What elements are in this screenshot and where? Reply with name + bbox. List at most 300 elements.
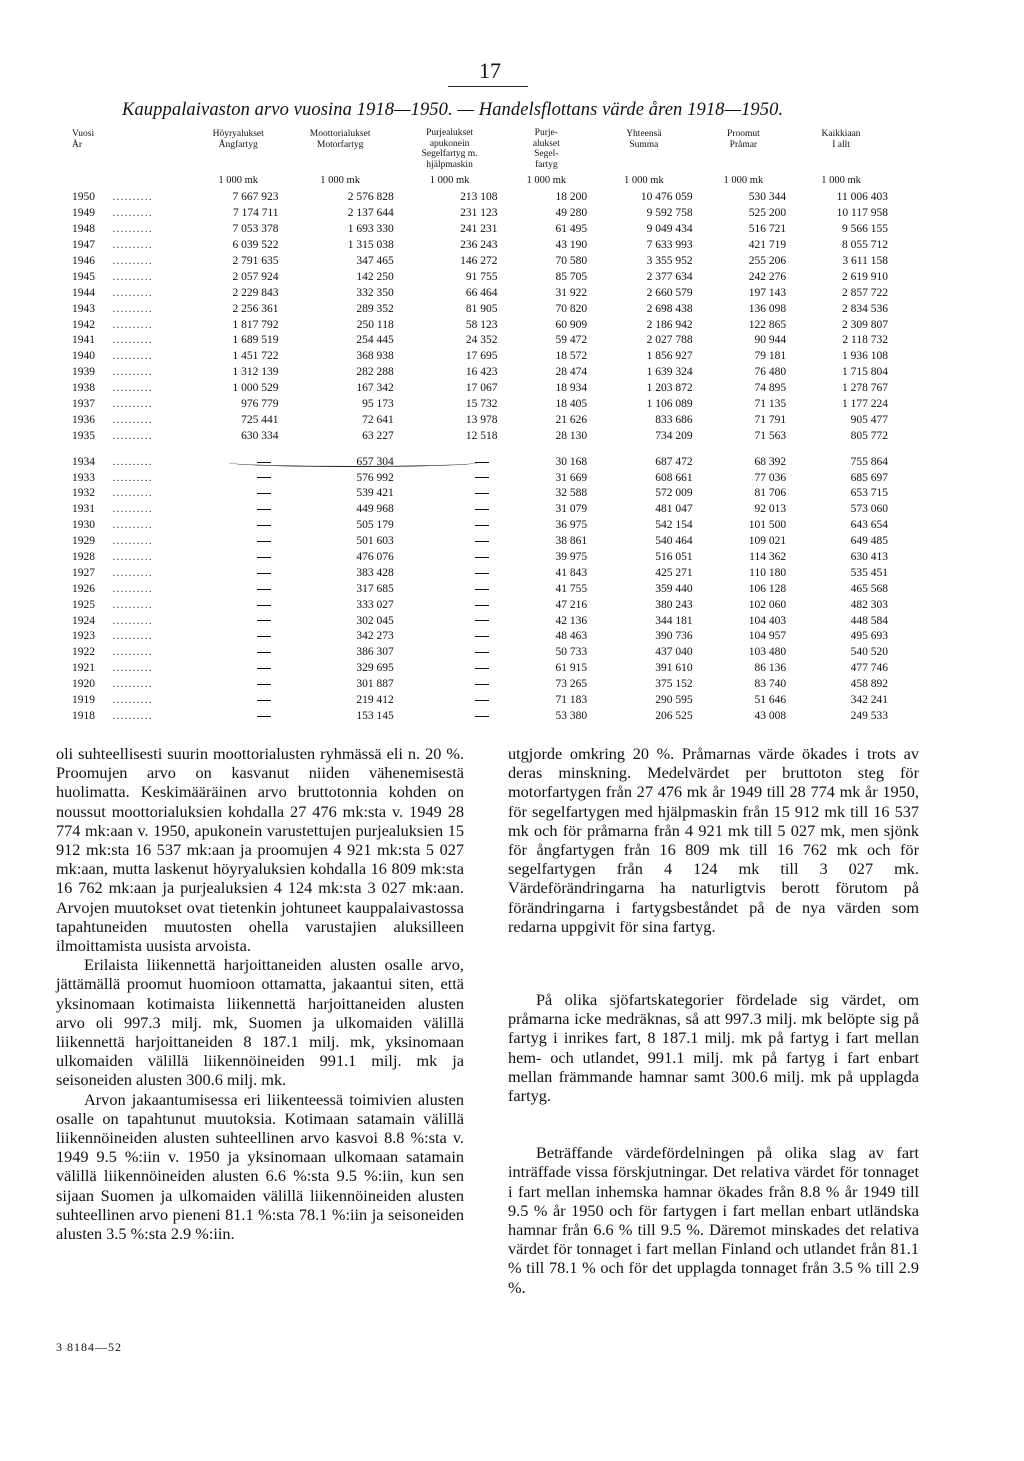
page-number-rule: [448, 86, 528, 87]
cell-c5: 3 355 952: [646, 255, 693, 267]
cell-c6: 136 098: [748, 302, 787, 315]
cell-c4: 18 200: [555, 191, 588, 204]
cell-c4: 43 190: [555, 239, 588, 252]
cell-c6: 71 791: [754, 413, 787, 426]
leader-dots: ..........: [112, 191, 153, 204]
leader-dots: ..........: [112, 350, 153, 363]
row-year: 1940: [72, 350, 95, 363]
cell-c5: 540 464: [655, 535, 693, 548]
leader-dots: ..........: [112, 662, 153, 675]
cell-c4: 47 216: [555, 598, 588, 611]
cell-c4: 18 572: [555, 350, 588, 363]
cell-c7: 458 892: [850, 678, 888, 691]
leader-dots: ..........: [112, 630, 153, 643]
empty-dash: [475, 541, 489, 542]
cell-c4: 70 820: [555, 302, 588, 315]
cell-c6: 102 060: [748, 598, 787, 611]
text-column-swedish: [508, 744, 919, 1297]
cell-c5: 290 595: [655, 694, 693, 707]
header-c5-sv: Summa: [629, 139, 659, 150]
cell-c5: 2 660 579: [646, 286, 693, 299]
paragraph: Beträffande värdefördelningen på olika slag av fart inträffade vissa förskjutningar. Det relativa värdet för tonnaget i fart mellan inhemska hamnar ökades från 8.8 % år 1949 till 9.5 % år 1950 och för fartygen i fart mellan enbart utländska hamnar från 6.6 % till 9.5 %. Däremot minskades det relativa värdet för tonnaget i fart mellan Finland och utlandet från 81.1 % till 78.1 % och för det upplagda tonnaget från 3.5 % till 2.9 %.: [508, 1143, 919, 1297]
table-row: [72, 238, 892, 254]
header-c5: [591, 128, 697, 170]
header-year-sv: År: [72, 139, 83, 150]
table-row: [72, 254, 892, 270]
cell-c7: 10 117 958: [836, 207, 888, 220]
cell-c2: 383 428: [356, 566, 394, 579]
cell-c7: 643 654: [850, 519, 888, 532]
table-body-1918-1934: [72, 454, 892, 724]
cell-c2: 368 938: [356, 350, 394, 363]
cell-c4: 28 130: [555, 429, 588, 442]
empty-dash: [257, 493, 271, 494]
empty-dash: [257, 620, 271, 621]
cell-c5: 572 009: [655, 487, 693, 500]
leader-dots: ..........: [112, 455, 153, 468]
cell-c1: 6 039 522: [232, 239, 279, 252]
cell-c4: 41 843: [555, 566, 588, 579]
cell-c4: 30 168: [555, 455, 588, 468]
leader-dots: ..........: [112, 566, 153, 579]
cell-c1: [194, 629, 283, 645]
cell-c4: 85 705: [555, 270, 588, 283]
cell-c3: [398, 518, 502, 534]
cell-c6: 104 957: [748, 630, 787, 643]
header-spacer: [697, 150, 790, 170]
cell-c6: 79 181: [754, 350, 787, 363]
empty-dash: [475, 636, 489, 637]
cell-c2: 657 304: [356, 455, 394, 468]
leader-dots: ..........: [112, 535, 153, 548]
cell-c3: [398, 677, 502, 693]
table-row: [72, 693, 892, 709]
unit-cell: 1 000 mk: [320, 174, 360, 186]
leader-dots: ..........: [112, 503, 153, 516]
cell-c7: 465 568: [850, 582, 888, 595]
cell-c3: [398, 550, 502, 566]
cell-c6: 74 895: [754, 382, 787, 395]
cell-c3: 12 518: [465, 429, 498, 442]
cell-c1: [194, 661, 283, 677]
empty-dash: [475, 509, 489, 510]
header-spacer: [790, 150, 892, 170]
cell-c6: 525 200: [748, 207, 787, 220]
header-c3-line3: Segelfartyg m.: [421, 149, 478, 159]
cell-c7: 342 241: [850, 694, 888, 707]
header-spacer: [194, 150, 283, 170]
empty-dash: [475, 573, 489, 574]
cell-c5: 2 377 634: [646, 270, 693, 283]
cell-c6: 90 944: [754, 334, 787, 347]
cell-c4: 36 975: [555, 519, 588, 532]
empty-dash: [257, 636, 271, 637]
cell-c7: 649 485: [850, 535, 888, 548]
row-year: 1939: [72, 366, 95, 379]
cell-c5: 542 154: [655, 519, 693, 532]
empty-dash: [257, 589, 271, 590]
row-year: 1950: [72, 191, 95, 204]
cell-c3: 81 905: [465, 302, 498, 315]
header-year: [72, 128, 112, 170]
cell-c3: 17 695: [465, 350, 498, 363]
cell-c3: 58 123: [465, 318, 498, 331]
leader-dots: ..........: [112, 598, 153, 611]
cell-c5: 391 610: [655, 662, 693, 675]
leader-dots: ..........: [112, 582, 153, 595]
table-row: [72, 550, 892, 566]
cell-c1: 1 817 792: [232, 318, 279, 331]
cell-c7: 3 611 158: [842, 255, 888, 267]
empty-dash: [475, 684, 489, 685]
table-gap: [72, 444, 892, 454]
cell-c6: 110 180: [749, 566, 787, 579]
header-c3-line1: Purjealukset: [426, 128, 474, 138]
empty-dash: [257, 716, 271, 717]
cell-c6: 122 865: [748, 318, 787, 331]
header-c7-fi: Kaikkiaan: [821, 129, 861, 139]
row-year: 1947: [72, 239, 95, 252]
table-row: [72, 301, 892, 317]
cell-c1: 1 689 519: [232, 334, 279, 347]
cell-c4: 28 474: [555, 366, 588, 379]
cell-c2: 342 273: [356, 630, 394, 643]
cell-c4: 18 934: [555, 382, 588, 395]
table-row: [72, 365, 892, 381]
cell-c3: [398, 486, 502, 502]
cell-c7: 1 177 224: [842, 398, 888, 411]
cell-c1: [194, 550, 283, 566]
cell-c6: 51 646: [754, 694, 787, 707]
cell-c6: 81 706: [754, 487, 787, 500]
unit-cell: 1 000 mk: [821, 174, 861, 186]
cell-c6: 242 276: [748, 270, 787, 283]
cell-c7: 573 060: [850, 503, 888, 516]
cell-c6: 71 563: [754, 429, 787, 442]
cell-c3: [398, 581, 502, 597]
cell-c4: 31 922: [555, 286, 588, 299]
cell-c7: 477 746: [850, 662, 888, 675]
cell-c4: 53 380: [555, 709, 588, 722]
cell-c1: [194, 693, 283, 709]
leader-dots: ..........: [112, 678, 153, 691]
cell-c6: 104 403: [748, 614, 787, 627]
empty-dash: [475, 652, 489, 653]
cell-c1: 1 312 139: [232, 366, 279, 379]
cell-c4: 31 079: [555, 503, 588, 516]
cell-c4: 70 580: [555, 255, 588, 267]
header-c2: [283, 128, 398, 170]
cell-c7: 482 303: [850, 598, 888, 611]
cell-c1: [194, 565, 283, 581]
cell-c7: 495 693: [850, 630, 888, 643]
row-year: 1919: [72, 694, 95, 707]
cell-c5: 359 440: [655, 582, 693, 595]
leader-dots: ..........: [112, 614, 153, 627]
cell-c2: 301 887: [356, 678, 394, 691]
cell-c3: 231 123: [460, 207, 498, 220]
table-row: [72, 349, 892, 365]
cell-c4: 61 495: [555, 223, 588, 236]
header-c7: [790, 128, 892, 170]
row-year: 1936: [72, 413, 95, 426]
cell-c3: 241 231: [460, 223, 498, 236]
cell-c5: 206 525: [655, 709, 693, 722]
cell-c1: 2 791 635: [232, 255, 279, 267]
table-row: [72, 677, 892, 693]
header-year-fi: Vuosi: [72, 129, 95, 139]
cell-c2: 449 968: [356, 503, 394, 516]
cell-c2: 332 350: [356, 286, 394, 299]
unit-cell: 1 000 mk: [526, 174, 567, 186]
header-c6: [697, 128, 790, 170]
cell-c1: 976 779: [241, 398, 279, 411]
table-row: [72, 428, 892, 444]
empty-dash: [257, 700, 271, 701]
empty-dash: [257, 477, 271, 478]
header-dots: [112, 128, 193, 170]
header-c4-line3: Segel-: [534, 149, 559, 159]
cell-c6: 106 128: [748, 582, 787, 595]
header-c4-line1: Purje-: [534, 128, 558, 138]
leader-dots: ..........: [112, 239, 153, 252]
table-row: [72, 645, 892, 661]
cell-c2: 576 992: [356, 471, 394, 484]
paragraph: Arvon jakaantumisessa eri liikenteessä toimivien alusten osalle on tapahtunut muutoksia. Kotimaan satamain välillä liikennöineiden alusten suhteellinen arvo kasvoi 8.8 %:sta v. 1949 9.5 %:iin v. 1950 ja yksinomaan ulkomaan satamain välillä liikennöineiden alusten 6.6 %:sta 9.5 %:iin, kun sen sijaan Suomen ja ulkomaiden välillä liikennöineiden alusten suhteellinen arvo pieneni 81.1 %:sta 78.1 %:iin ja seisoneiden alusten 3.5 %:sta 2.9 %:iin.: [56, 1089, 464, 1244]
empty-dash: [475, 525, 489, 526]
cell-c3: 16 423: [465, 366, 498, 379]
cell-c3: [398, 661, 502, 677]
cell-c6: 68 392: [754, 455, 787, 468]
leader-dots: ..........: [112, 694, 153, 707]
cell-c3: [398, 709, 502, 725]
cell-c2: 167 342: [356, 382, 394, 395]
paragraph: På olika sjöfartskategorier fördelade sig värdet, om pråmarna icke medräknas, så att 997.3 milj. mk belöpte sig på fartyg i inrikes fart, 8 187.1 milj. mk på fartyg i fart mellan hem- och utlandet, 991.1 milj. mk på fartyg i fart enbart mellan främmande hamnar samt 300.6 milj. mk på upplagda fartyg.: [508, 990, 919, 1106]
cell-c1: 630 334: [241, 429, 279, 442]
cell-c7: 8 055 712: [842, 239, 888, 252]
cell-c5: 1 856 927: [646, 350, 693, 363]
cell-c2: 1 693 330: [347, 223, 394, 236]
cell-c4: 42 136: [555, 614, 588, 627]
table-row: [72, 397, 892, 413]
cell-c4: 50 733: [555, 646, 588, 659]
empty-dash: [257, 541, 271, 542]
leader-dots: ..........: [112, 519, 153, 532]
leader-dots: ..........: [112, 398, 153, 411]
row-year: 1948: [72, 223, 95, 236]
cell-c4: 38 861: [555, 535, 588, 548]
row-year: 1931: [72, 503, 95, 516]
header-c4-line2: alukset: [532, 138, 560, 149]
cell-c2: 302 045: [356, 614, 394, 627]
cell-c4: 59 472: [555, 334, 588, 347]
table-row: [72, 412, 892, 428]
cell-c6: 101 500: [748, 519, 787, 532]
header-c4-line4: fartyg: [534, 159, 558, 170]
text-column-finnish: [56, 744, 464, 1243]
cell-c2: 505 179: [356, 519, 394, 532]
unit-cell: 1 000 mk: [429, 174, 470, 186]
row-year: 1932: [72, 487, 95, 500]
cell-c3: [398, 629, 502, 645]
leader-dots: ..........: [112, 366, 153, 379]
cell-c5: 481 047: [655, 503, 693, 516]
table-row: [72, 206, 892, 222]
cell-c7: 2 619 910: [842, 270, 888, 283]
cell-c4: 21 626: [555, 413, 588, 426]
table-row: [72, 709, 892, 725]
cell-c6: 516 721: [748, 223, 787, 236]
table-body-1935-1950: [72, 190, 892, 444]
table-row: [72, 470, 892, 486]
cell-c7: 1 278 767: [842, 382, 888, 395]
cell-c5: 833 686: [655, 413, 693, 426]
cell-c7: 535 451: [850, 566, 888, 579]
empty-dash: [257, 509, 271, 510]
cell-c1: 725 441: [241, 413, 279, 426]
row-year: 1943: [72, 302, 95, 315]
cell-c7: 653 715: [850, 487, 888, 500]
cell-c1: [194, 581, 283, 597]
page-title: Kauppalaivaston arvo vuosina 1918—1950. — Handelsflottans värde åren 1918—1950.: [122, 100, 784, 120]
cell-c2: 329 695: [356, 662, 394, 675]
cell-c1: [194, 677, 283, 693]
cell-c5: 9 592 758: [646, 207, 693, 220]
table-row: [72, 222, 892, 238]
cell-c5: 516 051: [655, 551, 693, 564]
cell-c4: 61 915: [555, 662, 588, 675]
table-row: [72, 597, 892, 613]
cell-c3: 17 067: [465, 382, 498, 395]
cell-c2: 386 307: [356, 646, 394, 659]
table-row: [72, 285, 892, 301]
cell-c7: 905 477: [850, 413, 888, 426]
unit-row: [72, 170, 892, 190]
leader-dots: ..........: [112, 551, 153, 564]
cell-c5: 687 472: [655, 455, 693, 468]
cell-c5: 1 106 089: [646, 398, 693, 411]
cell-c3: 66 464: [465, 286, 498, 299]
cell-c5: 390 736: [655, 630, 693, 643]
cell-c7: 448 584: [850, 614, 888, 627]
cell-c6: 530 344: [748, 191, 787, 204]
cell-c7: 11 006 403: [836, 191, 888, 204]
header-c1: [194, 128, 283, 170]
cell-c3: [398, 502, 502, 518]
unit-cell: 1 000 mk: [723, 174, 764, 186]
cell-c3: [398, 470, 502, 486]
cell-c7: 2 834 536: [842, 302, 888, 315]
cell-c3: 13 978: [465, 413, 498, 426]
cell-c6: 43 008: [754, 709, 787, 722]
header-c1-sv: Ångfartyg: [218, 139, 258, 150]
row-year: 1937: [72, 398, 95, 411]
cell-c3: 91 755: [465, 270, 498, 283]
row-year: 1921: [72, 662, 95, 675]
row-year: 1927: [72, 566, 95, 579]
table-row: [72, 613, 892, 629]
cell-c3: [398, 645, 502, 661]
cell-c5: 1 639 324: [646, 366, 693, 379]
cell-c1: 1 000 529: [232, 382, 279, 395]
cell-c3: [398, 613, 502, 629]
empty-dash: [257, 652, 271, 653]
cell-c6: 114 362: [749, 551, 787, 564]
row-year: 1928: [72, 551, 95, 564]
cell-c6: 83 740: [754, 678, 787, 691]
row-year: 1942: [72, 318, 95, 331]
row-year: 1925: [72, 598, 95, 611]
cell-c1: 7 174 711: [232, 207, 279, 220]
cell-c1: [194, 645, 283, 661]
header-c4: [501, 128, 591, 170]
row-year: 1934: [72, 455, 95, 468]
cell-c2: 539 421: [356, 487, 394, 500]
cell-c5: 9 049 434: [646, 223, 693, 236]
cell-c4: 32 588: [555, 487, 588, 500]
leader-dots: ..........: [112, 382, 153, 395]
cell-c2: 142 250: [356, 270, 394, 283]
empty-dash: [475, 557, 489, 558]
unit-cell: [112, 170, 193, 190]
empty-dash: [475, 605, 489, 606]
empty-dash: [257, 605, 271, 606]
cell-c1: 7 667 923: [232, 191, 279, 204]
leader-dots: ..........: [112, 334, 153, 347]
empty-dash: [257, 668, 271, 669]
cell-c2: 1 315 038: [347, 239, 394, 252]
cell-c5: 425 271: [655, 566, 693, 579]
cell-c5: 734 209: [655, 429, 693, 442]
cell-c4: 31 669: [555, 471, 588, 484]
cell-c7: 2 118 732: [842, 334, 888, 347]
cell-c2: 289 352: [356, 302, 394, 315]
cell-c1: [194, 470, 283, 486]
row-year: 1946: [72, 255, 95, 267]
cell-c6: 421 719: [748, 239, 787, 252]
cell-c1: [194, 613, 283, 629]
cell-c6: 86 136: [754, 662, 787, 675]
cell-c4: 49 280: [555, 207, 588, 220]
cell-c7: 540 520: [850, 646, 888, 659]
cell-c5: 7 633 993: [646, 239, 693, 252]
cell-c2: 219 412: [356, 694, 394, 707]
unit-cell: [72, 170, 112, 190]
cell-c1: [194, 597, 283, 613]
header-c5-fi: Yhteensä: [626, 129, 662, 139]
table-row: [72, 661, 892, 677]
cell-c7: 685 697: [850, 471, 888, 484]
cell-c7: 630 413: [850, 551, 888, 564]
table-row: [72, 518, 892, 534]
row-year: 1923: [72, 630, 95, 643]
header-c2-sv: Motorfartyg: [316, 139, 364, 150]
cell-c7: 9 566 155: [842, 223, 888, 236]
cell-c1: 1 451 722: [232, 350, 279, 363]
paragraph: Erilaista liikennettä harjoittaneiden alusten osalle arvo, jättämällä proomut huomioon ottamatta, jakaantui siten, että yksinomaan kotimaista liikennettä harjoittaneiden alusten arvo oli 997.3 milj. mk, Suomen ja ulkomaiden välillä liikennettä harjoittaneiden 8 187.1 milj. mk, yksinomaan ulkomaiden välillä liikennöineiden 991.1 milj. mk ja seisoneiden alusten 300.6 milj. mk.: [56, 955, 464, 1090]
cell-c4: 73 265: [555, 678, 588, 691]
empty-dash: [475, 493, 489, 494]
cell-c7: 2 857 722: [842, 286, 888, 299]
cell-c4: 18 405: [555, 398, 588, 411]
leader-dots: ..........: [112, 207, 153, 220]
row-year: 1938: [72, 382, 95, 395]
header-c6-fi: Proomut: [727, 129, 760, 139]
cell-c4: 39 975: [555, 551, 588, 564]
cell-c7: 1 715 804: [842, 366, 888, 379]
table-row: [72, 534, 892, 550]
row-year: 1918: [72, 709, 95, 722]
